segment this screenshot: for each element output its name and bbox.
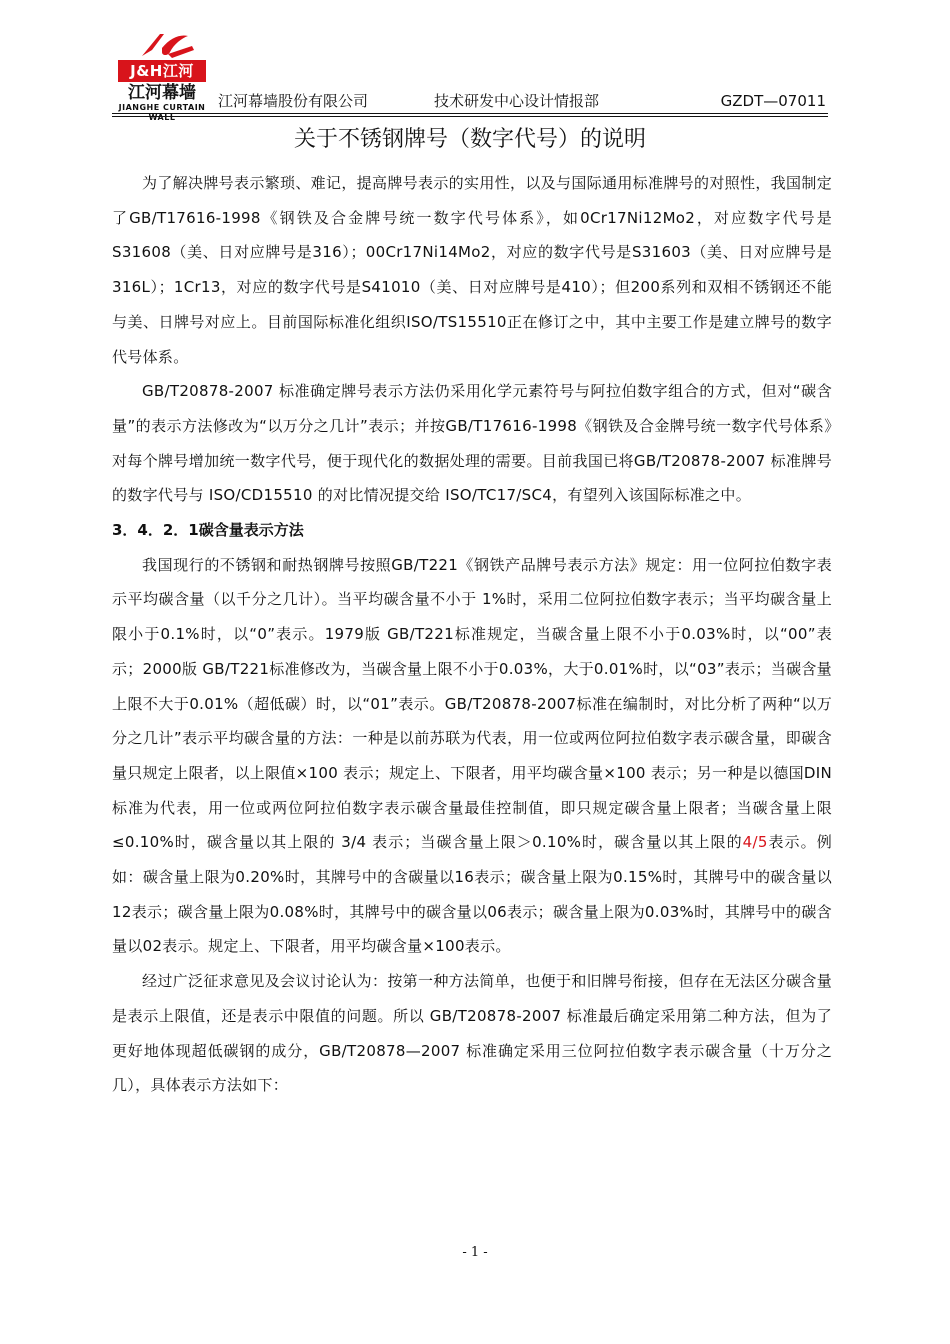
header-company: 江河幕墙股份有限公司: [218, 92, 369, 110]
header-doc-code: GZDT—07011: [720, 92, 826, 110]
section-title: 碳含量表示方法: [198, 521, 304, 540]
page-number: - 1 -: [462, 1245, 488, 1260]
header-department: 技术研发中心设计情报部: [434, 92, 600, 110]
section-heading: [112, 513, 832, 548]
logo-badge: J&H江河: [118, 60, 206, 82]
document-body: [112, 166, 832, 1103]
paragraph-1: 为了解决牌号表示繁琐、难记，提高牌号表示的实用性，以及与国际通用标准牌号的对照性，我国制定了GB/T17616-1998《钢铁及合金牌号统一数字代号体系》，如0Cr17Ni12Mo2，对应数字代号是S31608（美、日对应牌号是316）；00Cr17Ni14Mo2，对应的数字代号是S31603（美、日对应牌号是316L）；1Cr13，对应的数字代号是S41010（美、日对应牌号是410）；但200系列和双相不锈钢还不能与美、日牌号对应上。目前国际标准化组织ISO/TS15510正在修订之中，其中主要工作是建立牌号的数字代号体系。: [112, 174, 832, 366]
header-divider: [112, 113, 828, 114]
header-divider-secondary: [112, 116, 828, 117]
paragraph-3-text-after: 表示。例如：碳含量上限为0.20%时，其牌号中的含碳量以16表示；碳含量上限为0.15%时，其牌号中的碳含量以12表示；碳含量上限为0.08%时，其牌号中的碳含量以06表示；碳含量上限为0.03%时，其牌号中的碳含量以02表示。规定上、下限者，用平均碳含量×100表示。: [112, 833, 832, 956]
paragraph-3: [112, 548, 832, 964]
paragraph-3-text-before: 我国现行的不锈钢和耐热钢牌号按照GB/T221《钢铁产品牌号表示方法》规定：用一位阿拉伯数字表示平均碳含量（以千分之几计）。当平均碳含量不小于 1%时，采用二位阿拉伯数字表示；当平均碳含量上限小于0.1%时，以“0”表示。1979版 GB/T221标准规定，当碳含量上限不小于0.03%时，以“00”表示；2000版 GB/T221标准修改为，当碳含量上限不小于0.03%，大于0.01%时，以“03”表示；当碳含量上限不大于0.01%（超低碳）时，以“01”表示。GB/T20878-2007标准在编制时，对比分析了两种“以万分之几计”表示平均碳含量的方法：一种是以前苏联为代表，用一位或两位阿拉伯数字表示碳含量，即碳含量只规定上限者，以上限值×100 表示；规定上、下限者，用平均碳含量×100 表示；另一种是以德国DIN标准为代表，用一位或两位阿拉伯数字表示碳含量最佳控制值，即只规定碳含量上限者；当碳含量上限≤0.10%时，碳含量以其上限的 3/4 表示；当碳含量上限＞0.10%时，碳含量以其上限的: [112, 555, 832, 852]
paragraph-4: 经过广泛征求意见及会议讨论认为：按第一种方法简单，也便于和旧牌号衔接，但存在无法区分碳含量是表示上限值，还是表示中限值的问题。所以 GB/T20878-2007 标准最后确定采用第二种方法，但为了更好地体现超低碳钢的成分，GB/T20878—2007 标准确定采用三位阿拉伯数字表示碳含量（十万分之几），具体表示方法如下：: [112, 972, 832, 1095]
highlighted-fraction: 4/5: [742, 833, 768, 852]
logo-english-name: JIANGHE CURTAIN WALL: [118, 103, 206, 122]
logo-chinese-name: 江河幕墙: [128, 83, 196, 103]
company-logo: [112, 26, 212, 122]
paragraph-2: GB/T20878-2007 标准确定牌号表示方法仍采用化学元素符号与阿拉伯数字组合的方式，但对“碳含量”的表示方法修改为“以万分之几计”表示；并按GB/T17616-1998《钢铁及合金牌号统一数字代号体系》对每个牌号增加统一数字代号，便于现代化的数据处理的需要。目前我国已将GB/T20878-2007 标准牌号的数字代号与 ISO/CD15510 的对比情况提交给 ISO/TC17/SC4，有望列入该国际标准之中。: [112, 382, 832, 505]
document-title: 关于不锈钢牌号（数字代号）的说明: [293, 127, 646, 152]
logo-swoosh-icon: [112, 26, 212, 62]
section-number: 3．4．2．1: [112, 521, 199, 540]
